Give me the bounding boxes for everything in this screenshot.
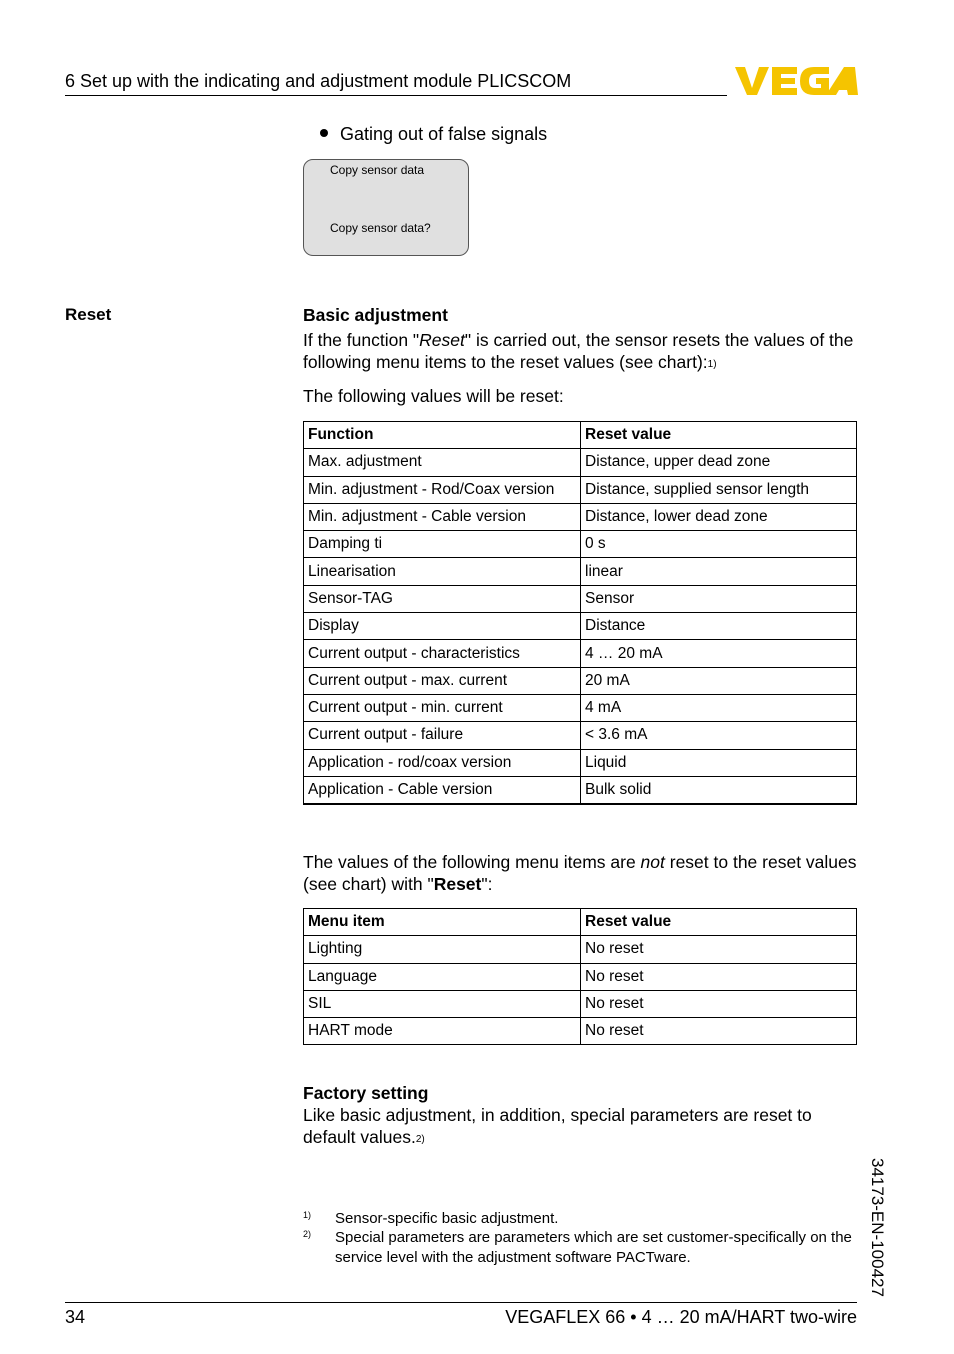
- table-row: [304, 722, 857, 749]
- values-intro: The following values will be reset:: [303, 386, 564, 406]
- table-cell: Current output - failure: [304, 722, 581, 749]
- basic-adjustment-paragraph: If the function "Reset" is carried out, the sensor resets the values of the following menu items to the reset values (see chart):$^{1)}$: [303, 330, 854, 372]
- table-cell: Language: [304, 963, 581, 990]
- table-cell: Sensor-TAG: [304, 585, 581, 612]
- side-heading: Reset: [65, 305, 112, 324]
- table-cell: 4 … 20 mA: [581, 640, 857, 667]
- table-row: [304, 776, 857, 803]
- table-cell: No reset: [581, 1018, 857, 1045]
- table-cell: Current output - min. current: [304, 694, 581, 721]
- table-row: [304, 531, 857, 558]
- table-cell: Min. adjustment - Cable version: [304, 503, 581, 530]
- table-cell: Bulk solid: [581, 776, 857, 803]
- column-header: Menu item: [304, 909, 581, 936]
- footnote-ref-1: 1): [707, 359, 717, 370]
- table-cell: Damping ti: [304, 531, 581, 558]
- table-cell: Liquid: [581, 749, 857, 776]
- table-row: [304, 449, 857, 476]
- table-cell: Linearisation: [304, 558, 581, 585]
- table-cell: Current output - max. current: [304, 667, 581, 694]
- table-row: [304, 749, 857, 776]
- basic-adjustment-title: Basic adjustment: [303, 305, 448, 325]
- bullet-text: Gating out of false signals: [340, 124, 548, 144]
- display-line-1: Copy sensor data: [330, 163, 425, 177]
- bullet-icon: [320, 129, 328, 137]
- column-header: Function: [304, 422, 581, 449]
- display-line-2: Copy sensor data?: [330, 221, 431, 235]
- table-cell: Distance, lower dead zone: [581, 503, 857, 530]
- column-header: Reset value: [581, 422, 857, 449]
- table-cell: SIL: [304, 990, 581, 1017]
- table-cell: 4 mA: [581, 694, 857, 721]
- table-cell: Lighting: [304, 936, 581, 963]
- bullet-item: [320, 124, 547, 145]
- section-header: 6 Set up with the indicating and adjustment module PLICSCOM: [65, 71, 572, 91]
- not-reset-paragraph: The values of the following menu items are not reset to the reset values (see chart) with "Reset":: [303, 852, 857, 894]
- table-row: [304, 476, 857, 503]
- reset-values-table: [303, 421, 857, 805]
- document-id: 34173-EN-100427: [868, 1158, 887, 1297]
- factory-setting-title: Factory setting: [303, 1083, 429, 1103]
- table-cell: linear: [581, 558, 857, 585]
- table-cell: No reset: [581, 936, 857, 963]
- footnote-ref-2: 2): [415, 1134, 425, 1145]
- table-cell: Distance: [581, 613, 857, 640]
- table-row: [304, 1018, 857, 1045]
- footer-rule: [65, 1302, 857, 1303]
- header-rule: [65, 95, 727, 96]
- table-cell: 0 s: [581, 531, 857, 558]
- factory-setting-paragraph: Like basic adjustment, in addition, special parameters are reset to default values.$^{2)}$: [303, 1105, 812, 1147]
- table-cell: Distance, upper dead zone: [581, 449, 857, 476]
- no-reset-table: [303, 908, 857, 1045]
- table-cell: Distance, supplied sensor length: [581, 476, 857, 503]
- table-cell: Display: [304, 613, 581, 640]
- table-cell: Current output - characteristics: [304, 640, 581, 667]
- column-header: Reset value: [581, 909, 857, 936]
- table-cell: < 3.6 mA: [581, 722, 857, 749]
- table-cell: 20 mA: [581, 667, 857, 694]
- table-cell: Application - rod/coax version: [304, 749, 581, 776]
- table-cell: Sensor: [581, 585, 857, 612]
- table-cell: Min. adjustment - Rod/Coax version: [304, 476, 581, 503]
- page-number: 34: [65, 1307, 86, 1327]
- table-cell: HART mode: [304, 1018, 581, 1045]
- table-row: [304, 694, 857, 721]
- table-row: [304, 613, 857, 640]
- table-cell: No reset: [581, 963, 857, 990]
- table-row: [304, 990, 857, 1017]
- table-row: [304, 936, 857, 963]
- module-display: [303, 159, 469, 256]
- table-row: [304, 963, 857, 990]
- vega-logo: [735, 64, 858, 98]
- table-row: [304, 640, 857, 667]
- reset-emphasis: Reset: [419, 330, 465, 350]
- table-cell: No reset: [581, 990, 857, 1017]
- table-row: [304, 667, 857, 694]
- table-row: [304, 558, 857, 585]
- table-row: [304, 585, 857, 612]
- table-cell: Application - Cable version: [304, 776, 581, 803]
- footer-product: VEGAFLEX 66 • 4 … 20 mA/HART two-wire: [505, 1307, 857, 1327]
- table-cell: Max. adjustment: [304, 449, 581, 476]
- table-row: [304, 503, 857, 530]
